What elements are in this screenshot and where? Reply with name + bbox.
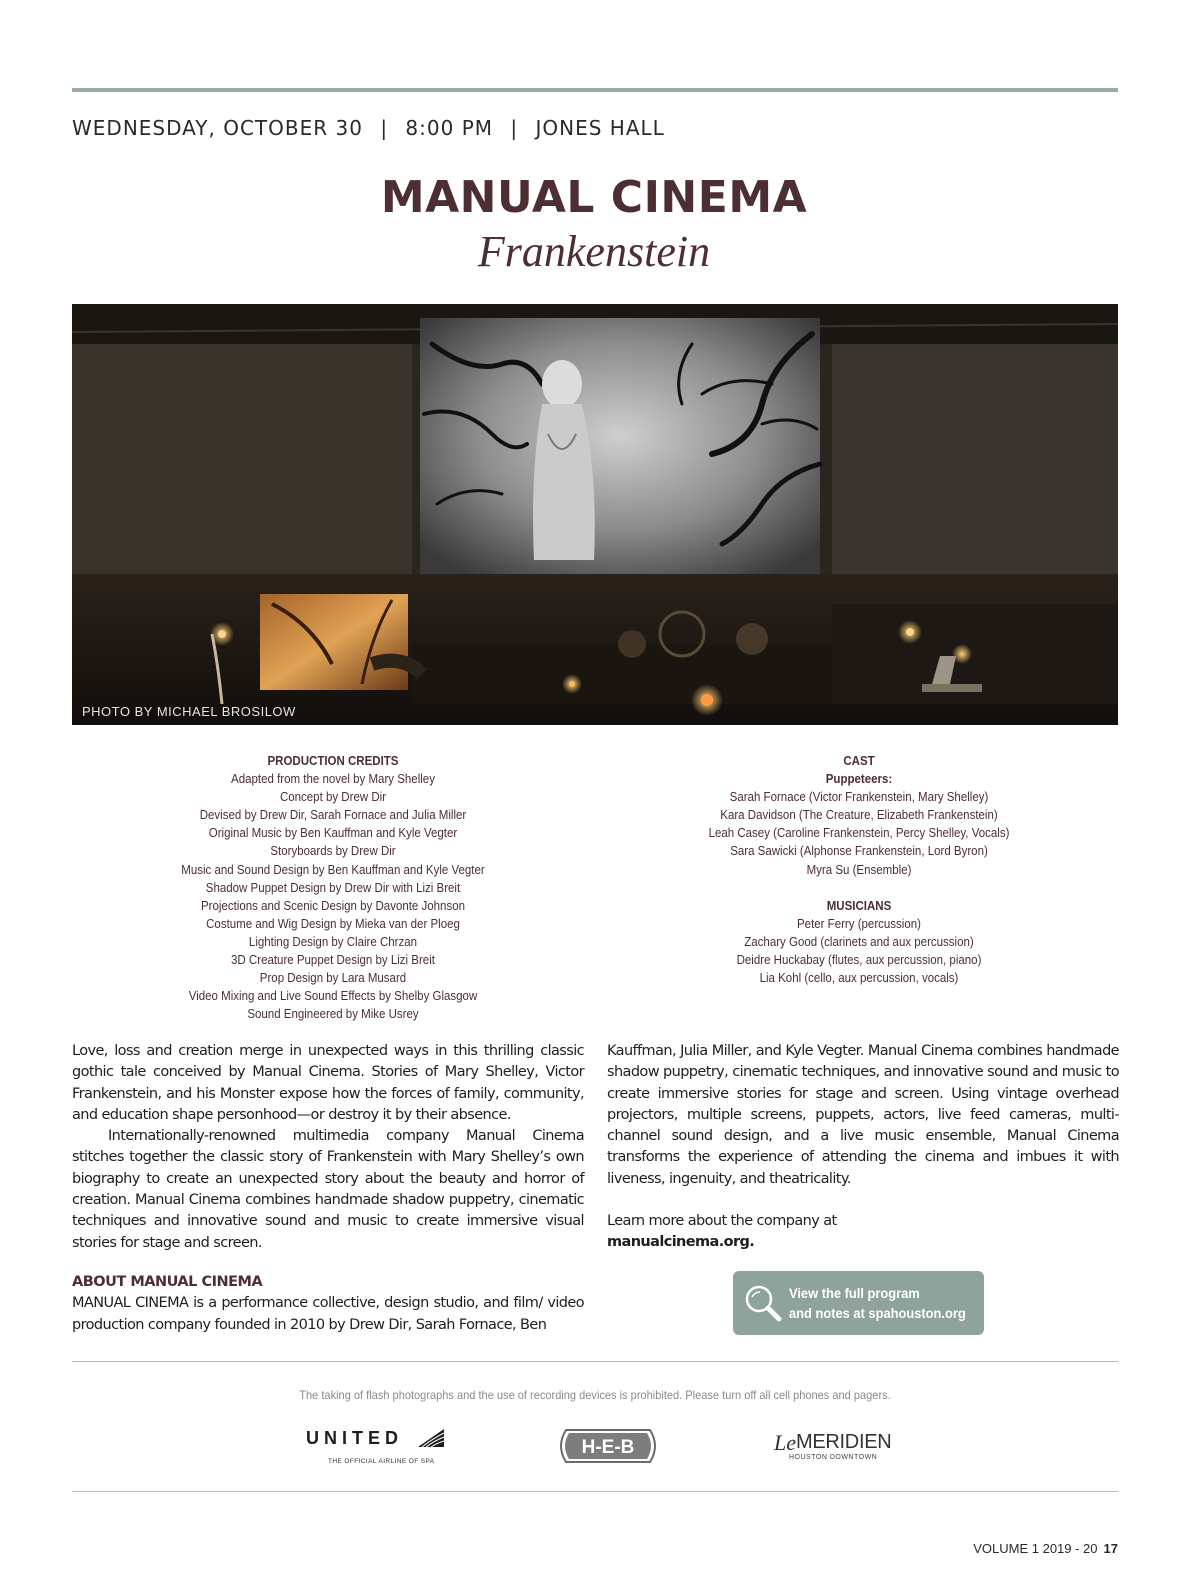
united-wordmark: UNITED [306,1428,403,1448]
cast-heading: CAST [843,754,875,768]
intro-paragraph: Love, loss and creation merge in unexpected ways in this thrilling classic gothic tale conceived by Manual Cinema. Stories of Mary Shelley, Victor Frankenstein, and his Monster expose how the forces of family, community, and education shape personhood—or destroy it by their absence. [72,1043,584,1123]
globe-icon [416,1427,446,1449]
credit-line: Projections and Scenic Design by Davonte Johnson [200,898,466,913]
musician: Zachary Good (clarinets and aux percussion) [744,934,974,949]
meridien-wordmark: MERIDIEN [796,1431,892,1453]
about-paragraph-start: MANUAL CINEMA is a performance collective, design studio, and film/ video production company founded in 2010 by Drew Dir, Sarah Fornace, Ben [72,1295,584,1333]
about-paragraph-continued: Kauffman, Julia Miller, and Kyle Vegter. Manual Cinema combines handmade shadow puppetry, cinematic techniques, and innovative sound and music to create immersive stories for stage and screen. Using vintage overhead projectors, multiple screens, puppets, actors, live feed cameras, multi-channel sound design, and a live music ensemble, Manual Cinema transforms the experience of attending the cinema and imbues it with liveness, ingenuity, and theatricality. [607,1043,1119,1187]
credit-line: Storyboards by Drew Dir [270,844,396,859]
view-program-label [789,1283,966,1323]
event-venue: JONES HALL [535,116,665,140]
united-tagline: THE OFFICIAL AIRLINE OF SPA [328,1458,435,1465]
learn-more-text: Learn more about the company at [607,1213,837,1230]
cast-member: Sara Sawicki (Alphonse Frankenstein, Lord Byron) [730,844,988,859]
puppeteers-heading: Puppeteers: [825,772,893,787]
musician: Deidre Huckabay (flutes, aux percussion, piano) [736,952,982,967]
volume-label: VOLUME 1 2019 - 20 [973,1541,1098,1556]
learn-more-link[interactable]: manualcinema.org. [607,1234,755,1251]
photo-credit: PHOTO BY MICHAEL BROSILOW [82,704,296,719]
heb-wordmark: H-E-B [581,1437,635,1458]
divider [72,1361,1118,1362]
credit-line: Prop Design by Lara Musard [259,971,407,986]
meridien-location: HOUSTON DOWNTOWN [789,1454,878,1461]
credit-line: Sound Engineered by Mike Usrey [247,1007,419,1022]
heb-badge [554,1428,662,1464]
credit-line: Adapted from the novel by Mary Shelley [231,772,435,787]
separator: | [510,116,519,140]
credit-line: Shadow Puppet Design by Drew Dir with Lizi Breit [205,880,461,895]
credit-line: Original Music by Ben Kauffman and Kyle Vegter [208,826,458,841]
page-title: MANUAL CINEMA [380,172,808,223]
stage-photo [72,304,1118,725]
united-logo [304,1426,454,1472]
article-column-left [72,1041,584,1336]
page-folio [973,1541,1118,1556]
spacer [652,879,1066,897]
meridien-prefix: Le [774,1430,796,1455]
musicians-heading: MUSICIANS [826,898,892,913]
event-date: WEDNESDAY, OCTOBER 30 [72,116,363,140]
credit-line: Costume and Wig Design by Mieka van der Ploeg [206,916,460,931]
top-rule [72,88,1118,92]
article-column-right [607,1041,1119,1254]
musician: Peter Ferry (percussion) [797,916,921,931]
cast-member: Sarah Fornace (Victor Frankenstein, Mary Shelley) [729,790,989,805]
magnifier-icon [743,1283,783,1328]
separator: | [380,116,389,140]
meridien-logo [774,1428,904,1464]
footer-rule [72,1491,1118,1492]
cast-member: Myra Su (Ensemble) [806,862,912,877]
description-paragraph: Internationally-renowned multimedia company Manual Cinema stitches together the classic story of Frankenstein with Mary Shelley’s own biography to create an unexpected story about the beauty and horror of creation. Manual Cinema combines handmade shadow puppetry, cinematic techniques and innovative sound and music to create immersive visual stories for stage and screen. [72,1128,584,1251]
about-heading: ABOUT MANUAL CINEMA [72,1273,263,1290]
photography-notice: The taking of flash photographs and the use of recording devices is prohibited. Please turn off all cell phones and pagers. [299,1388,891,1402]
credit-line: Devised by Drew Dir, Sarah Fornace and Julia Miller [199,808,467,823]
stage-photo-illustration [72,304,1118,725]
credit-line: Video Mixing and Live Sound Effects by Shelby Glasgow [188,989,478,1004]
production-credits-heading: PRODUCTION CREDITS [267,754,399,768]
heb-logo [554,1428,662,1464]
page-subtitle: Frankenstein [477,227,711,276]
cta-line-2: and notes at spahouston.org [789,1305,966,1321]
cast-member: Kara Davidson (The Creature, Elizabeth Frankenstein) [720,808,998,823]
view-program-button[interactable] [733,1271,984,1335]
event-info [72,116,665,140]
credit-line: Lighting Design by Claire Chrzan [248,934,418,949]
credit-line: Music and Sound Design by Ben Kauffman and Kyle Vegter [181,862,485,877]
cast-member: Leah Casey (Caroline Frankenstein, Percy Shelley, Vocals) [708,826,1010,841]
credit-line: Concept by Drew Dir [279,790,387,805]
musician: Lia Kohl (cello, aux percussion, vocals) [759,971,959,986]
production-credits [126,752,540,1023]
credit-line: 3D Creature Puppet Design by Lizi Breit [231,953,435,968]
cast-list [652,752,1066,987]
cta-line-1: View the full program [789,1285,920,1301]
event-time: 8:00 PM [405,116,494,140]
page-number: 17 [1103,1541,1118,1556]
